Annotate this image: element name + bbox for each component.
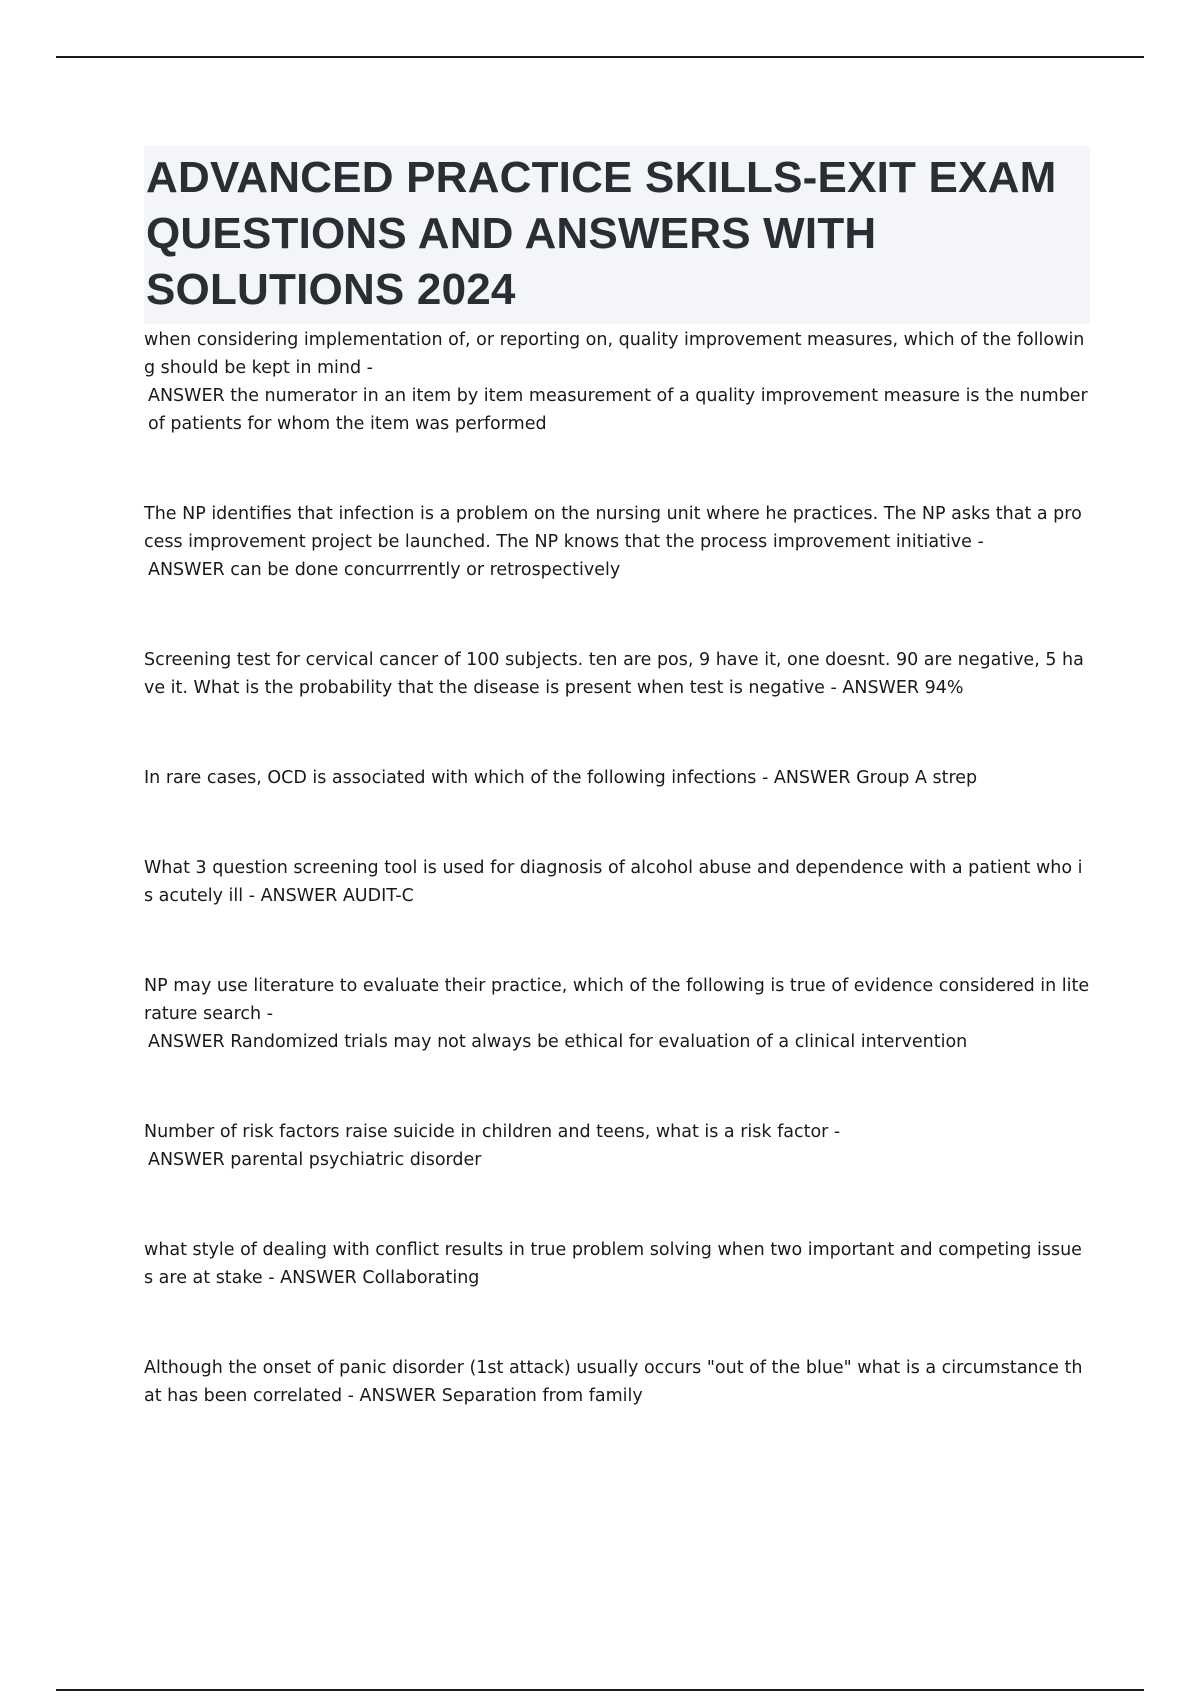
qa-list [144, 326, 1090, 1410]
answer-text: ANSWER parental psychiatric disorder [148, 1150, 482, 1170]
title-block [144, 146, 1090, 324]
question-text: when considering implementation of, or reporting on, quality improvement measures, which of the following should be kept in mind - [144, 330, 1085, 378]
question-text: Number of risk factors raise suicide in children and teens, what is a risk factor - [144, 1122, 841, 1142]
question-text: NP may use literature to evaluate their practice, which of the following is true of evidence considered in literature search - [144, 976, 1090, 1024]
qa-item-1 [144, 326, 1090, 438]
answer-text: ANSWER Randomized trials may not always be ethical for evaluation of a clinical intervention [148, 1032, 968, 1052]
qa-item-2 [144, 500, 1090, 584]
answer-text: ANSWER AUDIT-C [260, 886, 414, 906]
question-text: Screening test for cervical cancer of 100 subjects. ten are pos, 9 have it, one doesnt. 90 are negative, 5 have it. What is the probability that the disease is present when test is negative - [144, 650, 1084, 698]
answer-text: ANSWER the numerator in an item by item measurement of a quality improvement measure is the number of patients for whom the item was performed [148, 386, 1088, 434]
answer-text: ANSWER 94% [842, 678, 964, 698]
qa-item-7 [144, 1118, 1090, 1174]
question-text: The NP identifies that infection is a problem on the nursing unit where he practices. The NP asks that a process improvement project be launched. The NP knows that the process improvement initiative - [144, 504, 1082, 552]
document-body [144, 146, 1090, 1410]
qa-item-4 [144, 764, 1090, 792]
question-text: In rare cases, OCD is associated with which of the following infections - [144, 768, 774, 788]
qa-item-8 [144, 1236, 1090, 1292]
document-title: ADVANCED PRACTICE SKILLS-EXIT EXAM QUESTIONS AND ANSWERS WITH SOLUTIONS 2024 [146, 153, 1057, 314]
qa-item-9 [144, 1354, 1090, 1410]
bottom-rule [56, 1689, 1144, 1691]
question-text: what style of dealing with conflict results in true problem solving when two important and competing issues are at stake - [144, 1240, 1082, 1288]
answer-text: ANSWER can be done concurrrently or retrospectively [148, 560, 621, 580]
qa-item-5 [144, 854, 1090, 910]
answer-text: ANSWER Group A strep [773, 768, 978, 788]
answer-text: ANSWER Separation from family [359, 1386, 643, 1406]
answer-text: ANSWER Collaborating [280, 1268, 480, 1288]
qa-item-6 [144, 972, 1090, 1056]
qa-item-3 [144, 646, 1090, 702]
question-text: Although the onset of panic disorder (1st attack) usually occurs "out of the blue" what is a circumstance that has been correlated - [144, 1358, 1083, 1406]
question-text: What 3 question screening tool is used for diagnosis of alcohol abuse and dependence with a patient who is acutely ill - [144, 858, 1083, 906]
top-rule [56, 56, 1144, 58]
